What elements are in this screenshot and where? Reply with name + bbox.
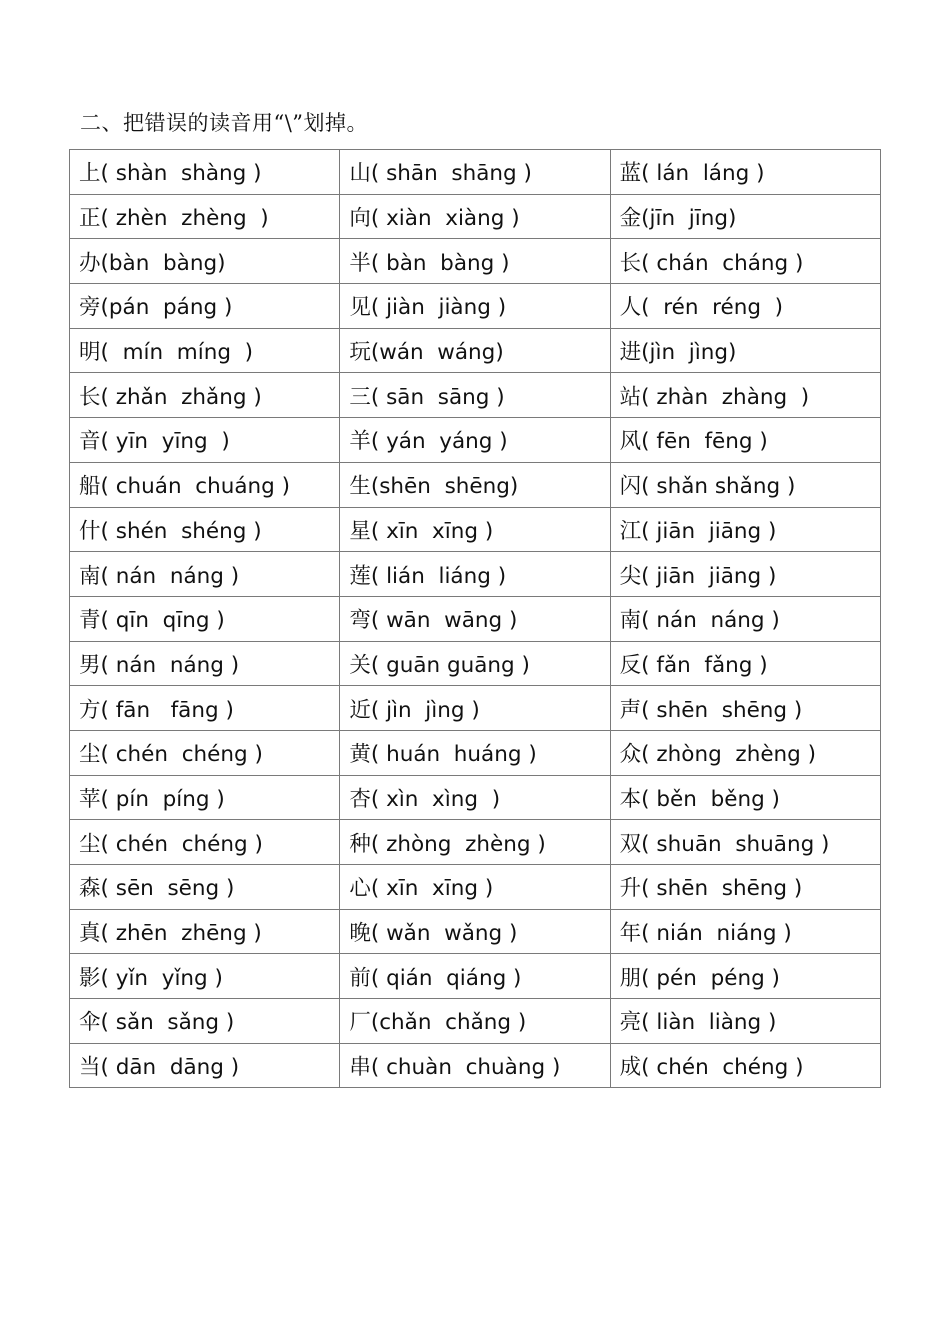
hanzi-character: 向 bbox=[349, 206, 371, 232]
pinyin-options[interactable]: ( yīn yīng ) bbox=[100, 429, 230, 455]
table-row bbox=[70, 820, 881, 865]
pinyin-options[interactable]: ( bàn bàng ) bbox=[370, 250, 510, 276]
pinyin-options[interactable]: ( sēn sēng ) bbox=[100, 876, 235, 902]
hanzi-character: 南 bbox=[79, 563, 101, 589]
hanzi-character: 音 bbox=[79, 429, 101, 455]
quiz-cell[interactable] bbox=[340, 730, 610, 775]
pinyin-options[interactable]: ( běn běng ) bbox=[641, 786, 780, 812]
quiz-cell[interactable] bbox=[340, 462, 610, 507]
quiz-cell[interactable] bbox=[70, 686, 340, 731]
quiz-cell[interactable] bbox=[70, 865, 340, 910]
hanzi-character: 成 bbox=[619, 1055, 642, 1081]
quiz-cell[interactable] bbox=[610, 909, 880, 954]
pinyin-options[interactable]: ( chuàn chuàng ) bbox=[370, 1055, 561, 1081]
pinyin-options[interactable]: ( xiàn xiàng ) bbox=[370, 206, 520, 232]
hanzi-character: 星 bbox=[349, 518, 371, 544]
pinyin-options[interactable]: ( mín míng ) bbox=[100, 340, 254, 366]
pinyin-options[interactable]: ( xīn xīng ) bbox=[370, 518, 494, 544]
hanzi-character: 众 bbox=[619, 742, 642, 768]
quiz-cell[interactable] bbox=[610, 820, 880, 865]
quiz-cell[interactable] bbox=[610, 328, 880, 373]
quiz-cell[interactable] bbox=[610, 999, 880, 1044]
hanzi-character: 闪 bbox=[619, 474, 642, 500]
pinyin-options[interactable]: ( qián qiáng ) bbox=[370, 965, 522, 991]
quiz-cell[interactable] bbox=[610, 730, 880, 775]
pinyin-options[interactable]: ( sǎn sǎng ) bbox=[100, 1010, 235, 1036]
table-row bbox=[70, 954, 881, 999]
table-row bbox=[70, 909, 881, 954]
quiz-cell[interactable] bbox=[70, 641, 340, 686]
pinyin-options[interactable]: ( xìn xìng ) bbox=[370, 786, 501, 812]
hanzi-character: 声 bbox=[619, 697, 642, 723]
hanzi-character: 三 bbox=[349, 384, 371, 410]
hanzi-character: 森 bbox=[79, 876, 101, 902]
pinyin-options[interactable]: ( yǐn yǐng ) bbox=[100, 965, 223, 991]
hanzi-character: 前 bbox=[349, 965, 371, 991]
pinyin-options[interactable]: ( fān fāng ) bbox=[100, 697, 234, 723]
hanzi-character: 山 bbox=[349, 161, 371, 187]
hanzi-character: 黄 bbox=[349, 742, 371, 768]
quiz-cell[interactable] bbox=[610, 284, 880, 329]
quiz-cell[interactable] bbox=[70, 194, 340, 239]
pinyin-options[interactable]: ( chén chéng ) bbox=[100, 831, 263, 857]
hanzi-character: 长 bbox=[79, 384, 101, 410]
pinyin-options[interactable]: ( huán huáng ) bbox=[370, 742, 537, 768]
quiz-cell[interactable] bbox=[340, 954, 610, 999]
quiz-cell[interactable] bbox=[340, 194, 610, 239]
quiz-cell[interactable] bbox=[70, 820, 340, 865]
quiz-cell[interactable] bbox=[70, 284, 340, 329]
pinyin-options[interactable]: ( chán cháng ) bbox=[641, 250, 804, 276]
hanzi-character: 明 bbox=[79, 340, 101, 366]
quiz-cell[interactable] bbox=[610, 194, 880, 239]
hanzi-character: 方 bbox=[79, 697, 101, 723]
pinyin-options[interactable]: ( nán náng ) bbox=[100, 563, 240, 589]
hanzi-character: 种 bbox=[349, 831, 371, 857]
table-row bbox=[70, 239, 881, 284]
quiz-cell[interactable] bbox=[340, 686, 610, 731]
pinyin-options[interactable]: ( wān wāng ) bbox=[370, 608, 518, 634]
pinyin-options[interactable]: ( jìn jìng ) bbox=[370, 697, 480, 723]
pinyin-options[interactable]: (wán wáng) bbox=[370, 340, 504, 366]
table-row bbox=[70, 507, 881, 552]
hanzi-character: 正 bbox=[79, 206, 101, 232]
pinyin-options[interactable]: (pán páng ) bbox=[100, 295, 233, 321]
quiz-cell[interactable] bbox=[70, 507, 340, 552]
hanzi-character: 船 bbox=[79, 474, 101, 500]
hanzi-character: 影 bbox=[79, 965, 101, 991]
quiz-cell[interactable] bbox=[610, 954, 880, 999]
table-row bbox=[70, 775, 881, 820]
quiz-cell[interactable] bbox=[610, 373, 880, 418]
hanzi-character: 当 bbox=[79, 1055, 101, 1081]
hanzi-character: 双 bbox=[619, 831, 642, 857]
hanzi-character: 杏 bbox=[349, 786, 371, 812]
quiz-cell[interactable] bbox=[340, 150, 610, 195]
pinyin-options[interactable]: ( fēn fēng ) bbox=[641, 429, 768, 455]
pinyin-options[interactable]: ( fǎn fǎng ) bbox=[641, 652, 768, 678]
quiz-cell[interactable] bbox=[340, 596, 610, 641]
hanzi-character: 弯 bbox=[349, 608, 371, 634]
pinyin-options[interactable]: ( jiān jiāng ) bbox=[641, 563, 777, 589]
hanzi-character: 伞 bbox=[79, 1010, 101, 1036]
pinyin-options[interactable]: ( zhēn zhēng ) bbox=[100, 921, 262, 947]
table-row bbox=[70, 373, 881, 418]
quiz-cell[interactable] bbox=[340, 418, 610, 463]
hanzi-character: 真 bbox=[79, 921, 101, 947]
hanzi-character: 半 bbox=[349, 250, 371, 276]
quiz-cell[interactable] bbox=[340, 909, 610, 954]
quiz-cell[interactable] bbox=[610, 552, 880, 597]
quiz-cell[interactable] bbox=[610, 865, 880, 910]
hanzi-character: 关 bbox=[349, 652, 371, 678]
quiz-cell[interactable] bbox=[340, 775, 610, 820]
quiz-cell[interactable] bbox=[610, 596, 880, 641]
hanzi-character: 站 bbox=[619, 384, 642, 410]
hanzi-character: 金 bbox=[619, 206, 642, 232]
pinyin-options[interactable]: ( jiān jiāng ) bbox=[641, 518, 777, 544]
table-row bbox=[70, 284, 881, 329]
table-row bbox=[70, 462, 881, 507]
pinyin-quiz-table bbox=[69, 149, 881, 1088]
quiz-cell[interactable] bbox=[340, 865, 610, 910]
pinyin-options[interactable]: ( shuān shuāng ) bbox=[641, 831, 830, 857]
pinyin-options[interactable]: ( pén péng ) bbox=[641, 965, 780, 991]
pinyin-options[interactable]: ( jiàn jiàng ) bbox=[370, 295, 507, 321]
pinyin-options[interactable]: ( liàn liàng ) bbox=[641, 1010, 777, 1036]
quiz-cell[interactable] bbox=[70, 730, 340, 775]
pinyin-options[interactable]: ( pín píng ) bbox=[100, 786, 225, 812]
hanzi-character: 羊 bbox=[349, 429, 371, 455]
hanzi-character: 反 bbox=[619, 652, 642, 678]
pinyin-options[interactable]: ( nán náng ) bbox=[641, 608, 780, 634]
pinyin-options[interactable]: ( nián niáng ) bbox=[641, 921, 792, 947]
quiz-cell[interactable] bbox=[340, 507, 610, 552]
pinyin-options[interactable]: ( zhèn zhèng ) bbox=[100, 206, 269, 232]
table-row bbox=[70, 150, 881, 195]
hanzi-character: 莲 bbox=[349, 563, 371, 589]
table-row bbox=[70, 552, 881, 597]
hanzi-character: 厂 bbox=[349, 1010, 371, 1036]
pinyin-options[interactable]: ( shān shāng ) bbox=[370, 161, 532, 187]
pinyin-options[interactable]: ( xīn xīng ) bbox=[370, 876, 494, 902]
hanzi-character: 男 bbox=[79, 652, 101, 678]
pinyin-options[interactable]: ( nán náng ) bbox=[100, 652, 240, 678]
pinyin-options[interactable]: ( lán láng ) bbox=[641, 161, 765, 187]
pinyin-options[interactable]: (shēn shēng) bbox=[370, 474, 519, 500]
quiz-cell[interactable] bbox=[340, 373, 610, 418]
table-row bbox=[70, 730, 881, 775]
pinyin-options[interactable]: ( zhòng zhèng ) bbox=[370, 831, 546, 857]
quiz-table-body bbox=[70, 150, 881, 1088]
quiz-cell[interactable] bbox=[70, 328, 340, 373]
quiz-cell[interactable] bbox=[70, 462, 340, 507]
hanzi-character: 旁 bbox=[79, 295, 101, 321]
pinyin-options[interactable]: ( sān sāng ) bbox=[370, 384, 505, 410]
instruction-heading: 二、把错误的读音用“\”划掉。 bbox=[80, 111, 369, 135]
hanzi-character: 尘 bbox=[79, 742, 101, 768]
hanzi-character: 长 bbox=[619, 250, 642, 276]
quiz-cell[interactable] bbox=[340, 284, 610, 329]
hanzi-character: 朋 bbox=[619, 965, 642, 991]
pinyin-options[interactable]: ( rén réng ) bbox=[641, 295, 784, 321]
pinyin-options[interactable]: ( wǎn wǎng ) bbox=[370, 921, 518, 947]
quiz-cell[interactable] bbox=[70, 909, 340, 954]
hanzi-character: 什 bbox=[79, 518, 101, 544]
quiz-cell[interactable] bbox=[610, 1043, 880, 1088]
hanzi-character: 串 bbox=[349, 1055, 371, 1081]
quiz-cell[interactable] bbox=[340, 552, 610, 597]
table-row bbox=[70, 596, 881, 641]
pinyin-options[interactable]: ( qīn qīng ) bbox=[100, 608, 225, 634]
pinyin-options[interactable]: ( chén chéng ) bbox=[100, 742, 263, 768]
hanzi-character: 进 bbox=[619, 340, 642, 366]
table-row bbox=[70, 328, 881, 373]
pinyin-options[interactable]: ( chuán chuáng ) bbox=[100, 474, 291, 500]
table-row bbox=[70, 418, 881, 463]
pinyin-options[interactable]: ( dān dāng ) bbox=[100, 1055, 240, 1081]
pinyin-options[interactable]: ( lián liáng ) bbox=[370, 563, 507, 589]
quiz-cell[interactable] bbox=[70, 239, 340, 284]
hanzi-character: 苹 bbox=[79, 786, 101, 812]
hanzi-character: 亮 bbox=[619, 1010, 642, 1036]
hanzi-character: 玩 bbox=[349, 340, 371, 366]
quiz-cell[interactable] bbox=[70, 954, 340, 999]
hanzi-character: 蓝 bbox=[619, 161, 642, 187]
quiz-cell[interactable] bbox=[340, 641, 610, 686]
quiz-cell[interactable] bbox=[340, 328, 610, 373]
quiz-cell[interactable] bbox=[610, 775, 880, 820]
hanzi-character: 心 bbox=[349, 876, 371, 902]
quiz-cell[interactable] bbox=[70, 418, 340, 463]
quiz-cell[interactable] bbox=[610, 239, 880, 284]
quiz-cell[interactable] bbox=[610, 462, 880, 507]
pinyin-options[interactable]: ( shàn shàng ) bbox=[100, 161, 262, 187]
hanzi-character: 近 bbox=[349, 697, 371, 723]
quiz-cell[interactable] bbox=[70, 373, 340, 418]
pinyin-options[interactable]: ( shén shéng ) bbox=[100, 518, 262, 544]
hanzi-character: 晚 bbox=[349, 921, 371, 947]
table-row bbox=[70, 686, 881, 731]
hanzi-character: 年 bbox=[619, 921, 642, 947]
hanzi-character: 江 bbox=[619, 518, 642, 544]
quiz-cell[interactable] bbox=[610, 507, 880, 552]
pinyin-options[interactable]: ( zhǎn zhǎng ) bbox=[100, 384, 262, 410]
hanzi-character: 风 bbox=[619, 429, 642, 455]
table-row bbox=[70, 999, 881, 1044]
pinyin-options[interactable]: ( shǎn shǎng ) bbox=[641, 474, 796, 500]
hanzi-character: 见 bbox=[349, 295, 371, 321]
quiz-cell[interactable] bbox=[70, 596, 340, 641]
hanzi-character: 升 bbox=[619, 876, 642, 902]
quiz-cell[interactable] bbox=[70, 552, 340, 597]
table-row bbox=[70, 1043, 881, 1088]
hanzi-character: 人 bbox=[619, 295, 642, 321]
pinyin-options[interactable]: ( zhàn zhàng ) bbox=[641, 384, 810, 410]
pinyin-options[interactable]: ( yán yáng ) bbox=[370, 429, 508, 455]
pinyin-options[interactable]: ( shēn shēng ) bbox=[641, 697, 803, 723]
table-row bbox=[70, 865, 881, 910]
pinyin-options[interactable]: ( shēn shēng ) bbox=[641, 876, 803, 902]
quiz-cell[interactable] bbox=[70, 999, 340, 1044]
pinyin-options[interactable]: (chǎn chǎng ) bbox=[370, 1010, 527, 1036]
hanzi-character: 青 bbox=[79, 608, 101, 634]
hanzi-character: 生 bbox=[349, 474, 371, 500]
quiz-cell[interactable] bbox=[610, 641, 880, 686]
pinyin-options[interactable]: ( zhòng zhèng ) bbox=[641, 742, 817, 768]
pinyin-options[interactable]: (bàn bàng) bbox=[100, 250, 226, 276]
quiz-cell[interactable] bbox=[340, 1043, 610, 1088]
quiz-cell[interactable] bbox=[610, 686, 880, 731]
quiz-cell[interactable] bbox=[70, 775, 340, 820]
quiz-cell[interactable] bbox=[610, 418, 880, 463]
quiz-cell[interactable] bbox=[70, 150, 340, 195]
hanzi-character: 上 bbox=[79, 161, 101, 187]
quiz-cell[interactable] bbox=[340, 999, 610, 1044]
pinyin-options[interactable]: ( guān guāng ) bbox=[370, 652, 530, 678]
quiz-cell[interactable] bbox=[340, 820, 610, 865]
pinyin-options[interactable]: (jìn jìng) bbox=[641, 340, 737, 366]
table-row bbox=[70, 641, 881, 686]
hanzi-character: 南 bbox=[619, 608, 642, 634]
table-row bbox=[70, 194, 881, 239]
quiz-cell[interactable] bbox=[610, 150, 880, 195]
quiz-cell[interactable] bbox=[70, 1043, 340, 1088]
hanzi-character: 本 bbox=[619, 786, 642, 812]
pinyin-options[interactable]: (jīn jīng) bbox=[641, 206, 737, 232]
hanzi-character: 尖 bbox=[619, 563, 642, 589]
pinyin-options[interactable]: ( chén chéng ) bbox=[641, 1055, 804, 1081]
quiz-cell[interactable] bbox=[340, 239, 610, 284]
hanzi-character: 办 bbox=[79, 250, 101, 276]
hanzi-character: 尘 bbox=[79, 831, 101, 857]
